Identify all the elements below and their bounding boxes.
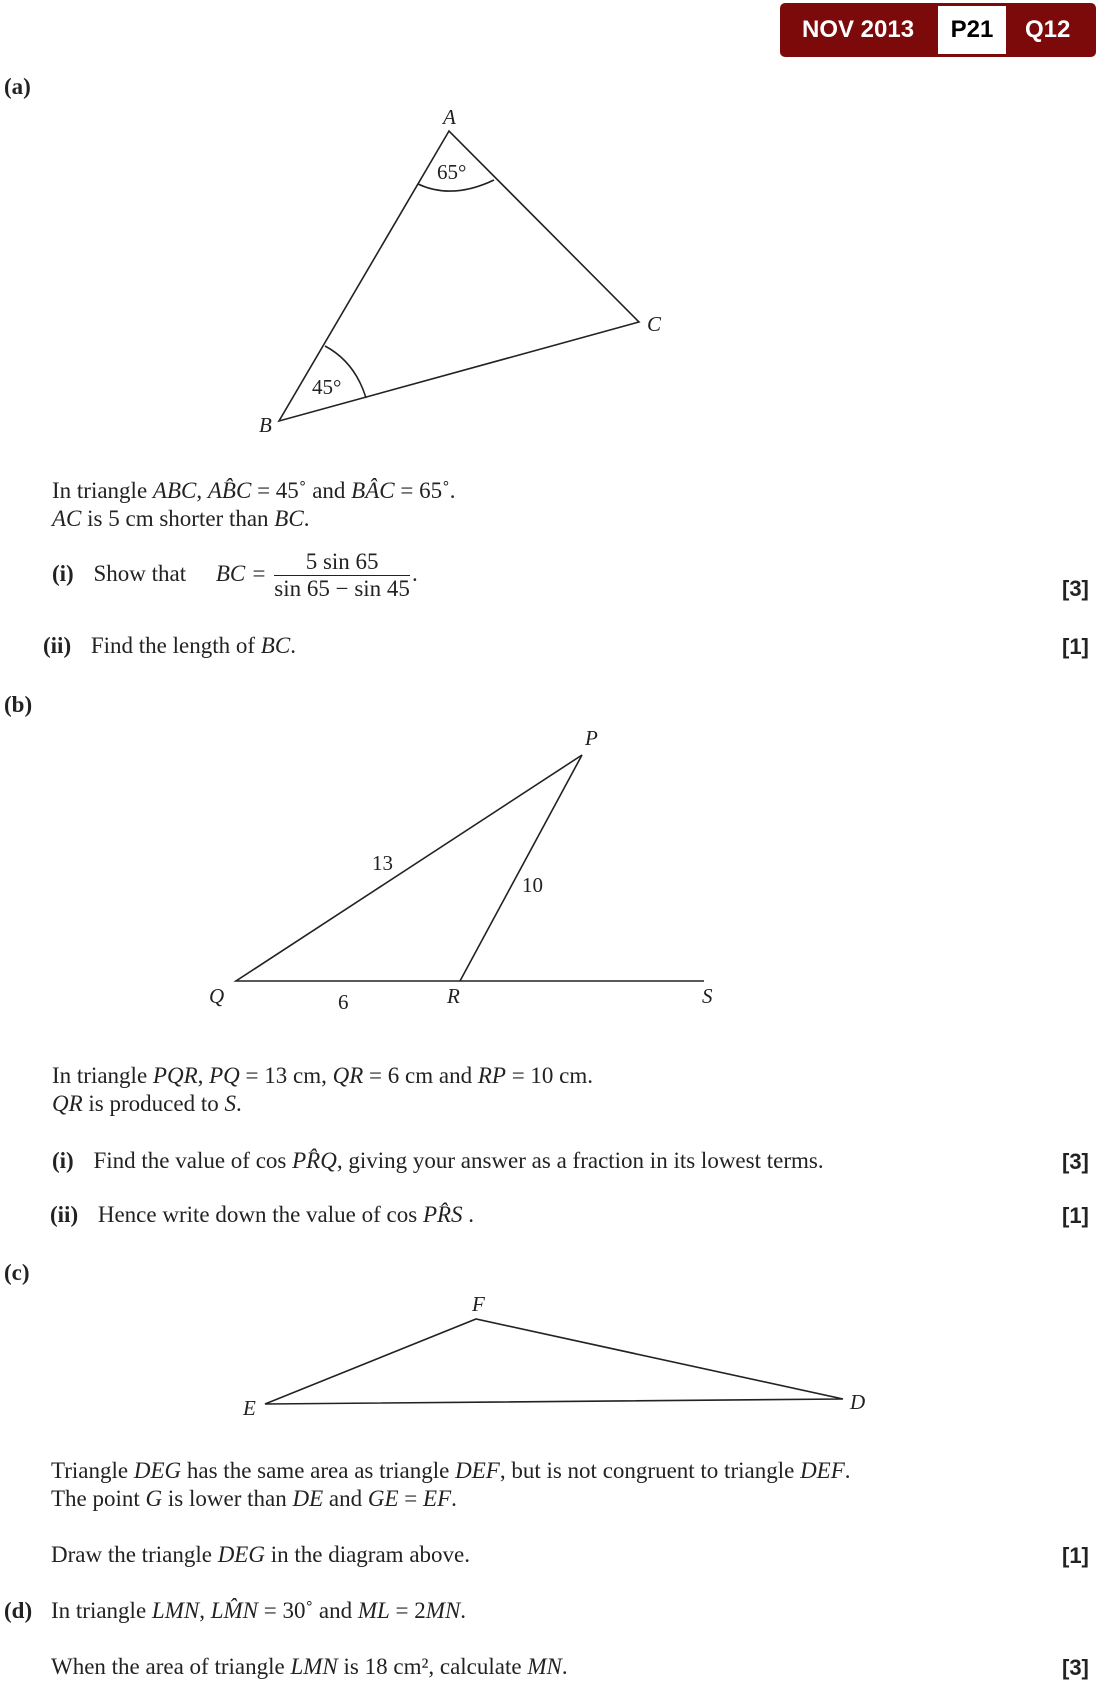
triangle-pqr — [236, 755, 704, 981]
part-a-ii-text — [91, 633, 296, 658]
text-segment: In triangle — [52, 1063, 153, 1088]
text-segment: = 6 cm and — [363, 1063, 478, 1088]
text-segment: PQR — [152, 1063, 198, 1088]
triangle-def-outline — [265, 1319, 843, 1404]
part-b-i-text — [93, 1148, 823, 1173]
text-segment: Hence write down the value of cos — [97, 1202, 423, 1227]
part-c-line-3 — [51, 1542, 470, 1568]
part-b-line-1 — [52, 1063, 593, 1089]
vertex-q-label: Q — [209, 984, 225, 1008]
part-a-i-tail: . — [411, 560, 418, 586]
text-segment: is lower than — [162, 1486, 293, 1511]
session-label: NOV 2013 — [802, 16, 915, 43]
bc-fraction — [274, 549, 410, 602]
part-a-ii-number: (ii) — [43, 633, 72, 658]
text-segment: is produced to — [82, 1091, 225, 1116]
vertex-f-label: F — [472, 1292, 485, 1316]
text-segment: RP — [477, 1063, 506, 1088]
text-segment: has the same area as triangle — [181, 1458, 456, 1483]
part-b-i-number: (i) — [52, 1148, 74, 1173]
text-segment: = 30˚ and — [258, 1598, 358, 1623]
vertex-a-label: A — [443, 105, 456, 129]
text-segment: BC — [274, 506, 304, 531]
text-segment: . — [303, 506, 310, 531]
text-segment: DEG — [217, 1542, 265, 1567]
text-segment: Find the length of — [90, 633, 261, 658]
part-b-i — [52, 1148, 824, 1174]
text-segment: = 10 cm. — [505, 1063, 594, 1088]
part-a-i — [52, 549, 418, 602]
text-segment: is 18 cm² — [337, 1654, 429, 1679]
text-segment: QR — [332, 1063, 364, 1088]
text-segment: QR — [52, 1091, 83, 1116]
text-segment: , — [199, 1598, 211, 1623]
text-segment: AB̂C — [207, 478, 252, 503]
fraction-numerator: 5 sin 65 — [274, 549, 410, 576]
side-rp-label: 10 — [522, 873, 543, 897]
part-a-label: (a) — [4, 74, 31, 99]
text-segment: = 45˚ and — [251, 478, 352, 503]
part-a-i-number: (i) — [52, 560, 74, 586]
text-segment: GE — [367, 1486, 399, 1511]
part-a-line-2 — [52, 506, 309, 532]
triangle-def — [265, 1319, 843, 1404]
paper-label: P21 — [938, 6, 1006, 54]
part-d-marks: [3] — [1062, 1655, 1089, 1680]
text-segment: , giving your answer as a fraction in its lowest terms. — [336, 1148, 824, 1173]
vertex-d-label: D — [850, 1390, 866, 1414]
text-segment: , — [197, 1063, 210, 1088]
text-segment: Find the value of cos — [93, 1148, 293, 1173]
text-segment: PR̂Q — [292, 1148, 337, 1173]
side-pq-label: 13 — [372, 851, 393, 875]
part-b-ii-text — [98, 1202, 474, 1227]
angle-b-label: 45° — [312, 375, 342, 399]
vertex-s-label: S — [702, 984, 713, 1008]
text-segment: Draw the triangle — [51, 1542, 218, 1567]
triangle-pqr-outline — [236, 755, 704, 981]
text-segment: When the area of triangle — [51, 1654, 291, 1679]
text-segment: = 65˚. — [394, 478, 456, 503]
text-segment: DE — [292, 1486, 324, 1511]
part-d-line-2 — [51, 1654, 568, 1680]
text-segment: DEF — [455, 1458, 500, 1483]
vertex-p-label: P — [585, 726, 598, 750]
text-segment: AC — [52, 506, 82, 531]
text-segment: MN — [527, 1654, 562, 1679]
text-segment: LM̂N — [210, 1598, 258, 1623]
part-b-ii-marks: [1] — [1062, 1203, 1089, 1228]
text-segment: Triangle — [51, 1458, 134, 1483]
vertex-c-label: C — [647, 312, 662, 336]
text-segment: LMN — [151, 1598, 200, 1623]
text-segment: = 13 cm, — [239, 1063, 333, 1088]
fraction-denominator: sin 65 − sin 45 — [274, 576, 410, 601]
text-segment: EF — [423, 1486, 452, 1511]
part-a-i-marks: [3] — [1062, 576, 1089, 601]
text-segment: In triangle — [52, 478, 153, 503]
text-segment: , calculate — [428, 1654, 528, 1679]
text-segment: ABC — [152, 478, 197, 503]
text-segment: The point — [51, 1486, 146, 1511]
question-label: Q12 — [1025, 16, 1071, 43]
part-d-label: (d) — [4, 1598, 33, 1623]
part-b-label: (b) — [4, 692, 33, 717]
text-segment: G — [145, 1486, 163, 1511]
text-segment: . — [235, 1091, 242, 1116]
part-a-ii — [43, 633, 296, 659]
text-segment: DEG — [133, 1458, 182, 1483]
part-c-line-2 — [51, 1486, 457, 1512]
part-a-i-lhs: BC = — [215, 560, 267, 586]
part-d-line-1 — [51, 1598, 466, 1624]
text-segment: . — [460, 1598, 467, 1623]
text-segment: DEF — [800, 1458, 845, 1483]
part-b-ii — [50, 1202, 474, 1228]
text-segment: LMN — [290, 1654, 338, 1679]
vertex-r-label: R — [447, 984, 460, 1008]
text-segment: , but is not congruent to triangle — [499, 1458, 801, 1483]
text-segment: . — [290, 633, 296, 658]
part-c-marks: [1] — [1062, 1543, 1089, 1568]
part-b-line-2 — [52, 1091, 242, 1117]
text-segment: is 5 cm shorter than — [81, 506, 275, 531]
vertex-e-label: E — [243, 1396, 256, 1420]
part-c-label: (c) — [4, 1260, 30, 1285]
text-segment: . — [462, 1202, 475, 1227]
vertex-b-label: B — [259, 413, 272, 437]
text-segment: , — [196, 478, 208, 503]
text-segment: BÂC — [351, 478, 395, 503]
text-segment: MN — [425, 1598, 461, 1623]
text-segment: ML — [357, 1598, 390, 1623]
text-segment: PQ — [209, 1063, 240, 1088]
text-segment: . — [561, 1654, 568, 1679]
part-a-ii-marks: [1] — [1062, 634, 1089, 659]
part-b-ii-number: (ii) — [50, 1202, 79, 1227]
side-qr-label: 6 — [338, 990, 349, 1014]
text-segment: . — [451, 1486, 457, 1511]
text-segment: In triangle — [51, 1598, 152, 1623]
text-segment: PR̂S — [422, 1202, 463, 1227]
part-a-line-1 — [52, 478, 456, 504]
part-c-line-1 — [51, 1458, 851, 1484]
text-segment: . — [844, 1458, 851, 1483]
text-segment: = — [398, 1486, 424, 1511]
text-segment: and — [323, 1486, 368, 1511]
part-a-i-text: Show that — [93, 560, 187, 586]
text-segment: S — [224, 1091, 236, 1116]
text-segment: = 2 — [389, 1598, 426, 1623]
angle-a-label: 65° — [437, 160, 467, 184]
text-segment: BC — [260, 633, 291, 658]
part-b-i-marks: [3] — [1062, 1149, 1089, 1174]
text-segment: in the diagram above. — [264, 1542, 470, 1567]
